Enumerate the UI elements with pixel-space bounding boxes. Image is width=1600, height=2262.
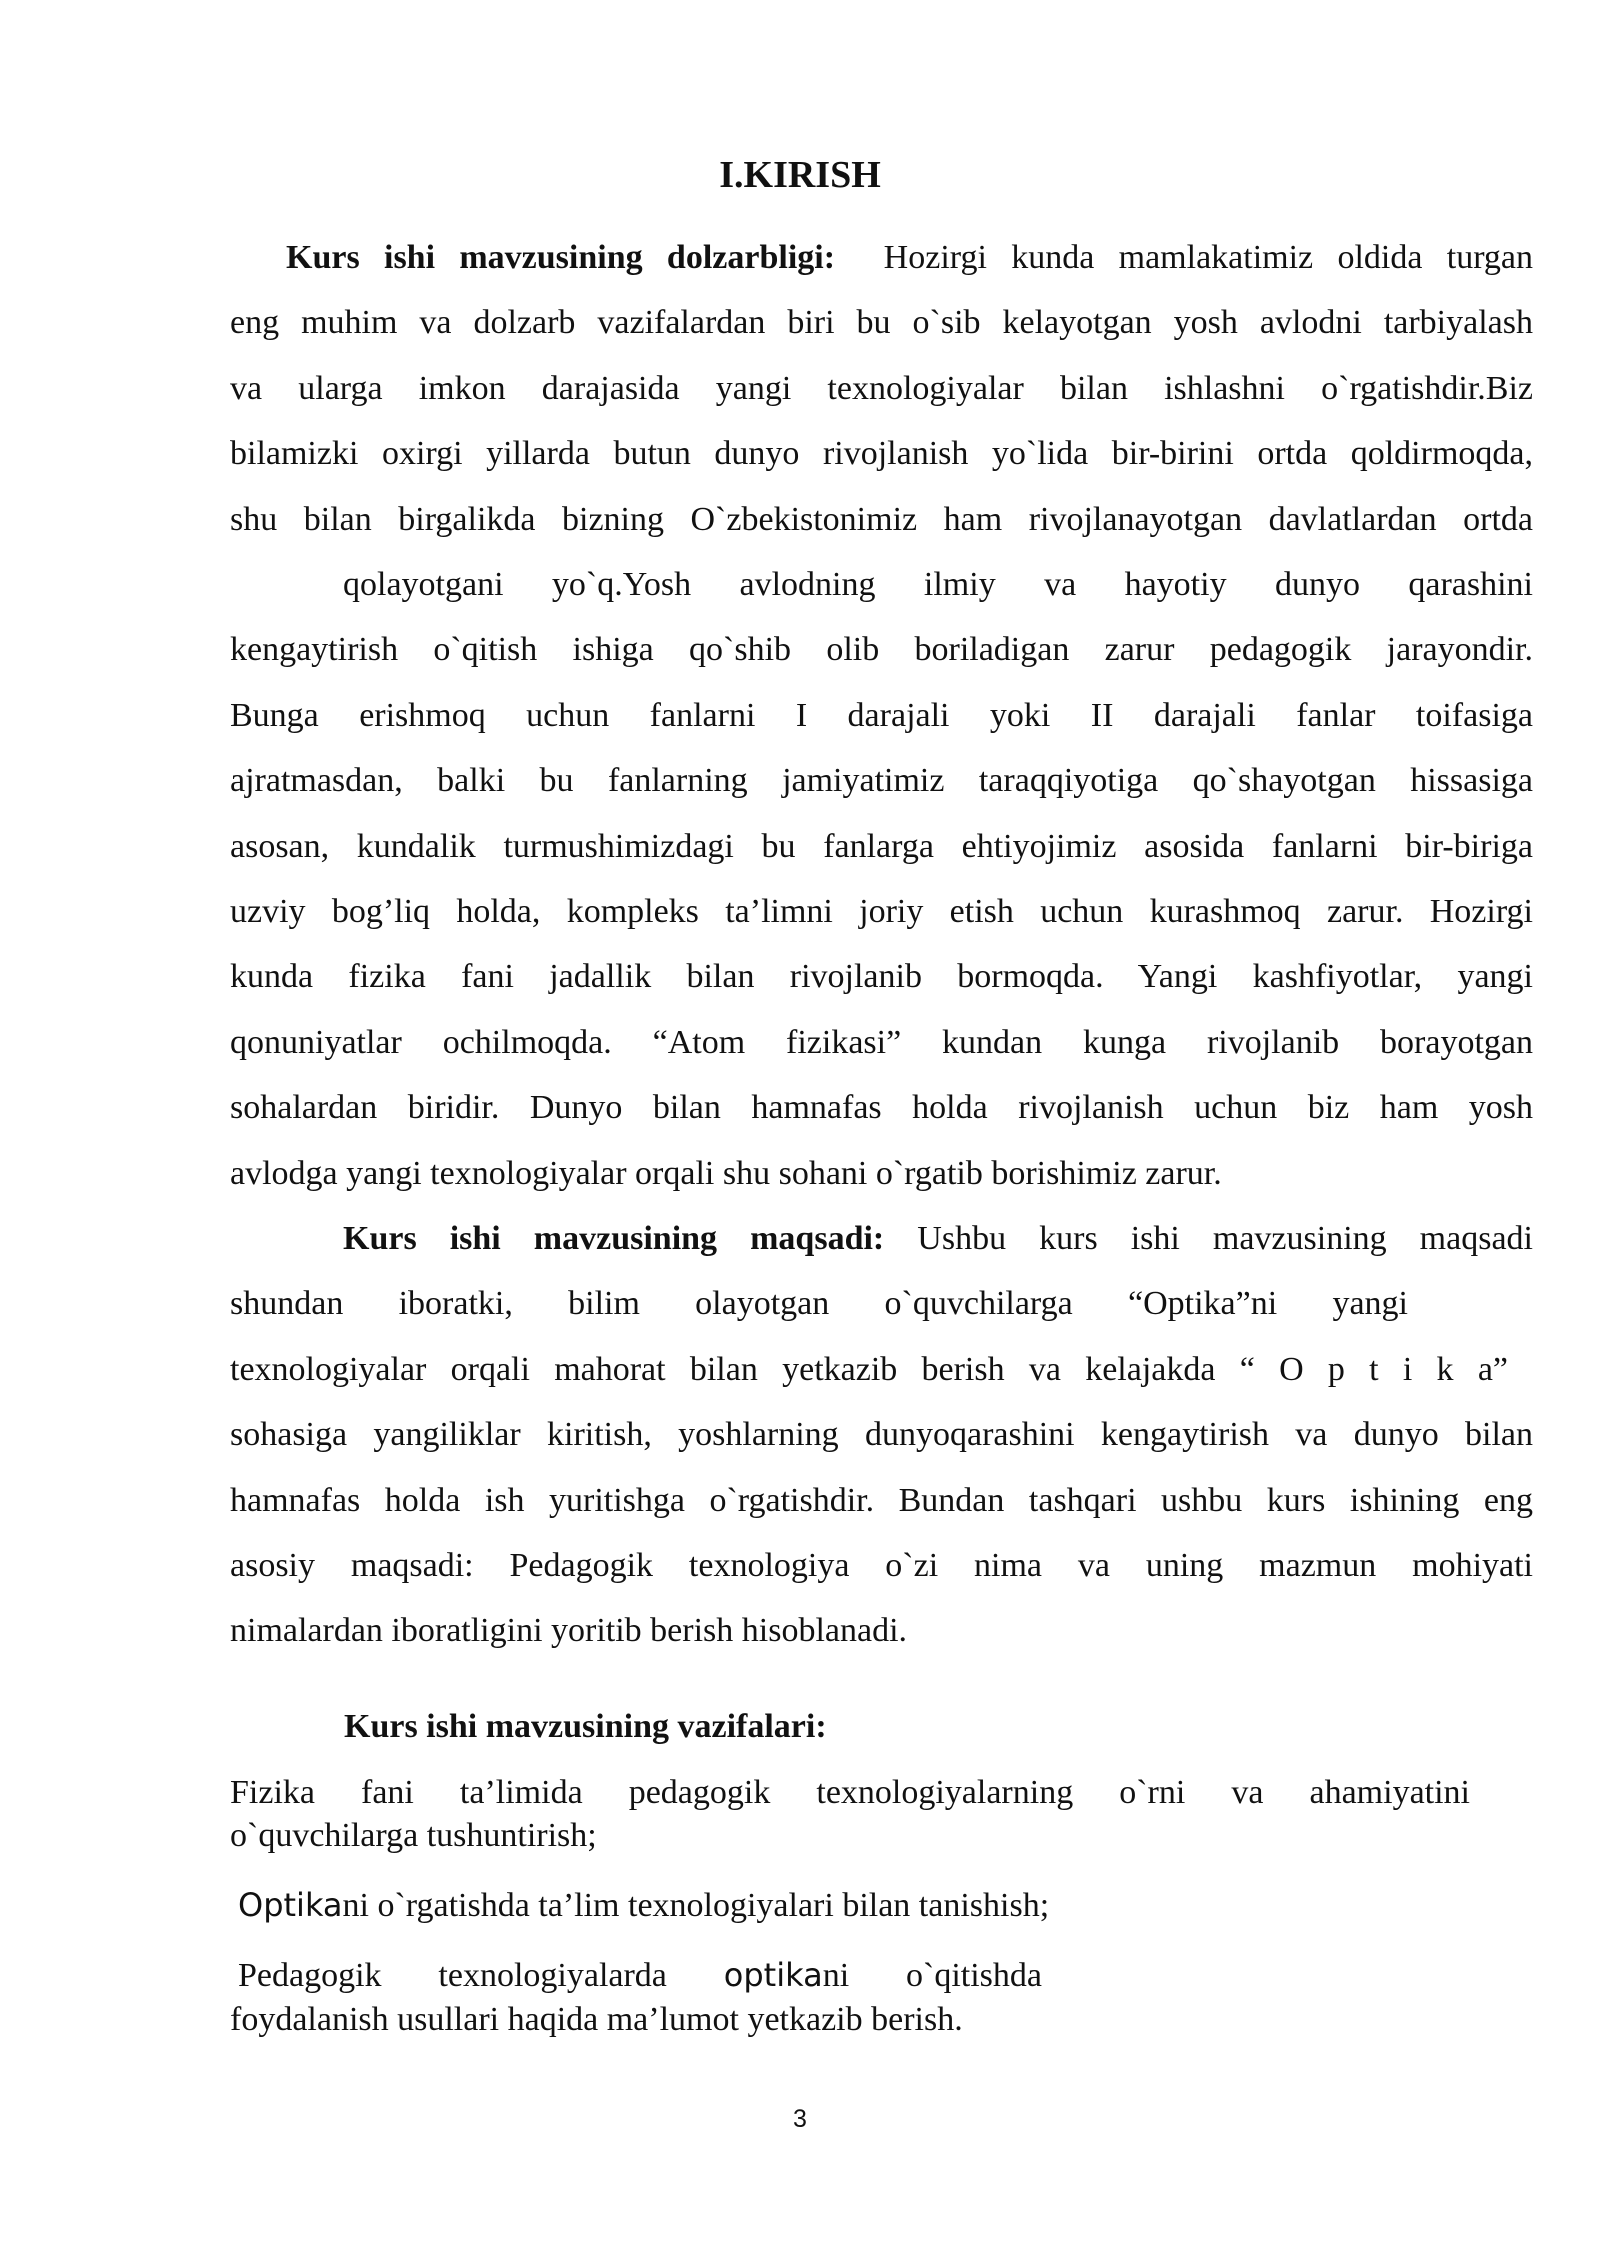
text-line: va ularga imkon darajasida yangi texnologiyalar bilan ishlashni o`rgatishdir.Biz [230, 369, 1533, 407]
vazifalar-heading: Kurs ishi mavzusining vazifalari: [344, 1708, 827, 1745]
text-line: hamnafas holda ish yuritishga o`rgatishdir. Bundan tashqari ushbu kurs ishining eng [230, 1481, 1533, 1519]
text-line: Bunga erishmoq uchun fanlarni I darajali yoki II darajali fanlar toifasiga [230, 696, 1533, 734]
dolzarblik-paragraph [230, 225, 1533, 1206]
page-title: I.KIRISH [719, 154, 881, 196]
list-item-continuation: o`quvchilarga tushuntirish; [230, 1817, 597, 1854]
maqsad-heading: Kurs ishi mavzusining maqsadi: [343, 1220, 885, 1257]
text-line: sohasiga yangiliklar kiritish, yoshlarning dunyoqarashini kengaytirish va dunyo bilan [230, 1416, 1533, 1454]
text-line: asosiy maqsadi: Pedagogik texnologiya o`zi nima va uning mazmun mohiyati [230, 1547, 1533, 1585]
text-line: shu bilan birgalikda bizning O`zbekistonimiz ham rivojlanayotgan davlatlardan ortda [230, 500, 1533, 538]
list-item: Pedagogik texnologiyalarda optikani o`qitishda [238, 1956, 1042, 1994]
text-line: avlodga yangi texnologiyalar orqali shu sohani o`rgatib borishimiz zarur. [230, 1154, 1222, 1192]
text-line: kunda fizika fani jadallik bilan rivojlanib bormoqda. Yangi kashfiyotlar, yangi [230, 958, 1533, 996]
page-number: 3 [793, 2105, 807, 2133]
list-item: Optikani o`rgatishda ta’lim texnologiyalari bilan tanishish; [238, 1886, 1050, 1924]
text-line: bilamizki oxirgi yillarda butun dunyo rivojlanish yo`lida bir-birini ortda qoldirmoqda, [230, 435, 1533, 473]
text-line: sohalardan biridir. Dunyo bilan hamnafas holda rivojlanish uchun biz ham yosh [230, 1089, 1533, 1127]
list-item-continuation: foydalanish usullari haqida ma’lumot yetkazib berish. [230, 2001, 963, 2038]
text-line: uzviy bog’liq holda, kompleks ta’limni joriy etish uchun kurashmoq zarur. Hozirgi [230, 893, 1533, 931]
text-line: texnologiyalar orqali mahorat bilan yetkazib berish va kelajakda “ O p t i k a” [230, 1350, 1508, 1388]
text-line: qolayotgani yo`q.Yosh avlodning ilmiy va hayotiy dunyo qarashini [343, 566, 1533, 604]
text-line: ajratmasdan, balki bu fanlarning jamiyatimiz taraqqiyotiga qo`shayotgan hissasiga [230, 762, 1533, 800]
text-line: qonuniyatlar ochilmoqda. “Atom fizikasi” kundan kunga rivojlanib borayotgan [230, 1023, 1533, 1061]
text-line: kengaytirish o`qitish ishiga qo`shib olib boriladigan zarur pedagogik jarayondir. [230, 631, 1533, 669]
text-line: Kurs ishi mavzusining maqsadi: Ushbu kurs ishi mavzusining maqsadi [343, 1220, 1533, 1257]
text-line: nimalardan iboratligini yoritib berish hisoblanadi. [230, 1612, 908, 1650]
text-line: Kurs ishi mavzusining dolzarbligi: Hozirgi kunda mamlakatimiz oldida turgan [286, 239, 1533, 276]
text-line: shundan iboratki, bilim olayotgan o`quvchilarga “Optika”ni yangi [230, 1285, 1408, 1323]
dolzarblik-heading: Kurs ishi mavzusining dolzarbligi: [286, 239, 836, 276]
maqsad-paragraph [230, 1206, 1533, 1664]
text-line: asosan, kundalik turmushimizdagi bu fanlarga ehtiyojimiz asosida fanlarni bir-biriga [230, 827, 1533, 865]
list-item: Fizika fani ta’limida pedagogik texnologiyalarning o`rni va ahamiyatini [230, 1774, 1470, 1811]
text-line: eng muhim va dolzarb vazifalardan biri bu o`sib kelayotgan yosh avlodni tarbiyalash [230, 304, 1533, 342]
